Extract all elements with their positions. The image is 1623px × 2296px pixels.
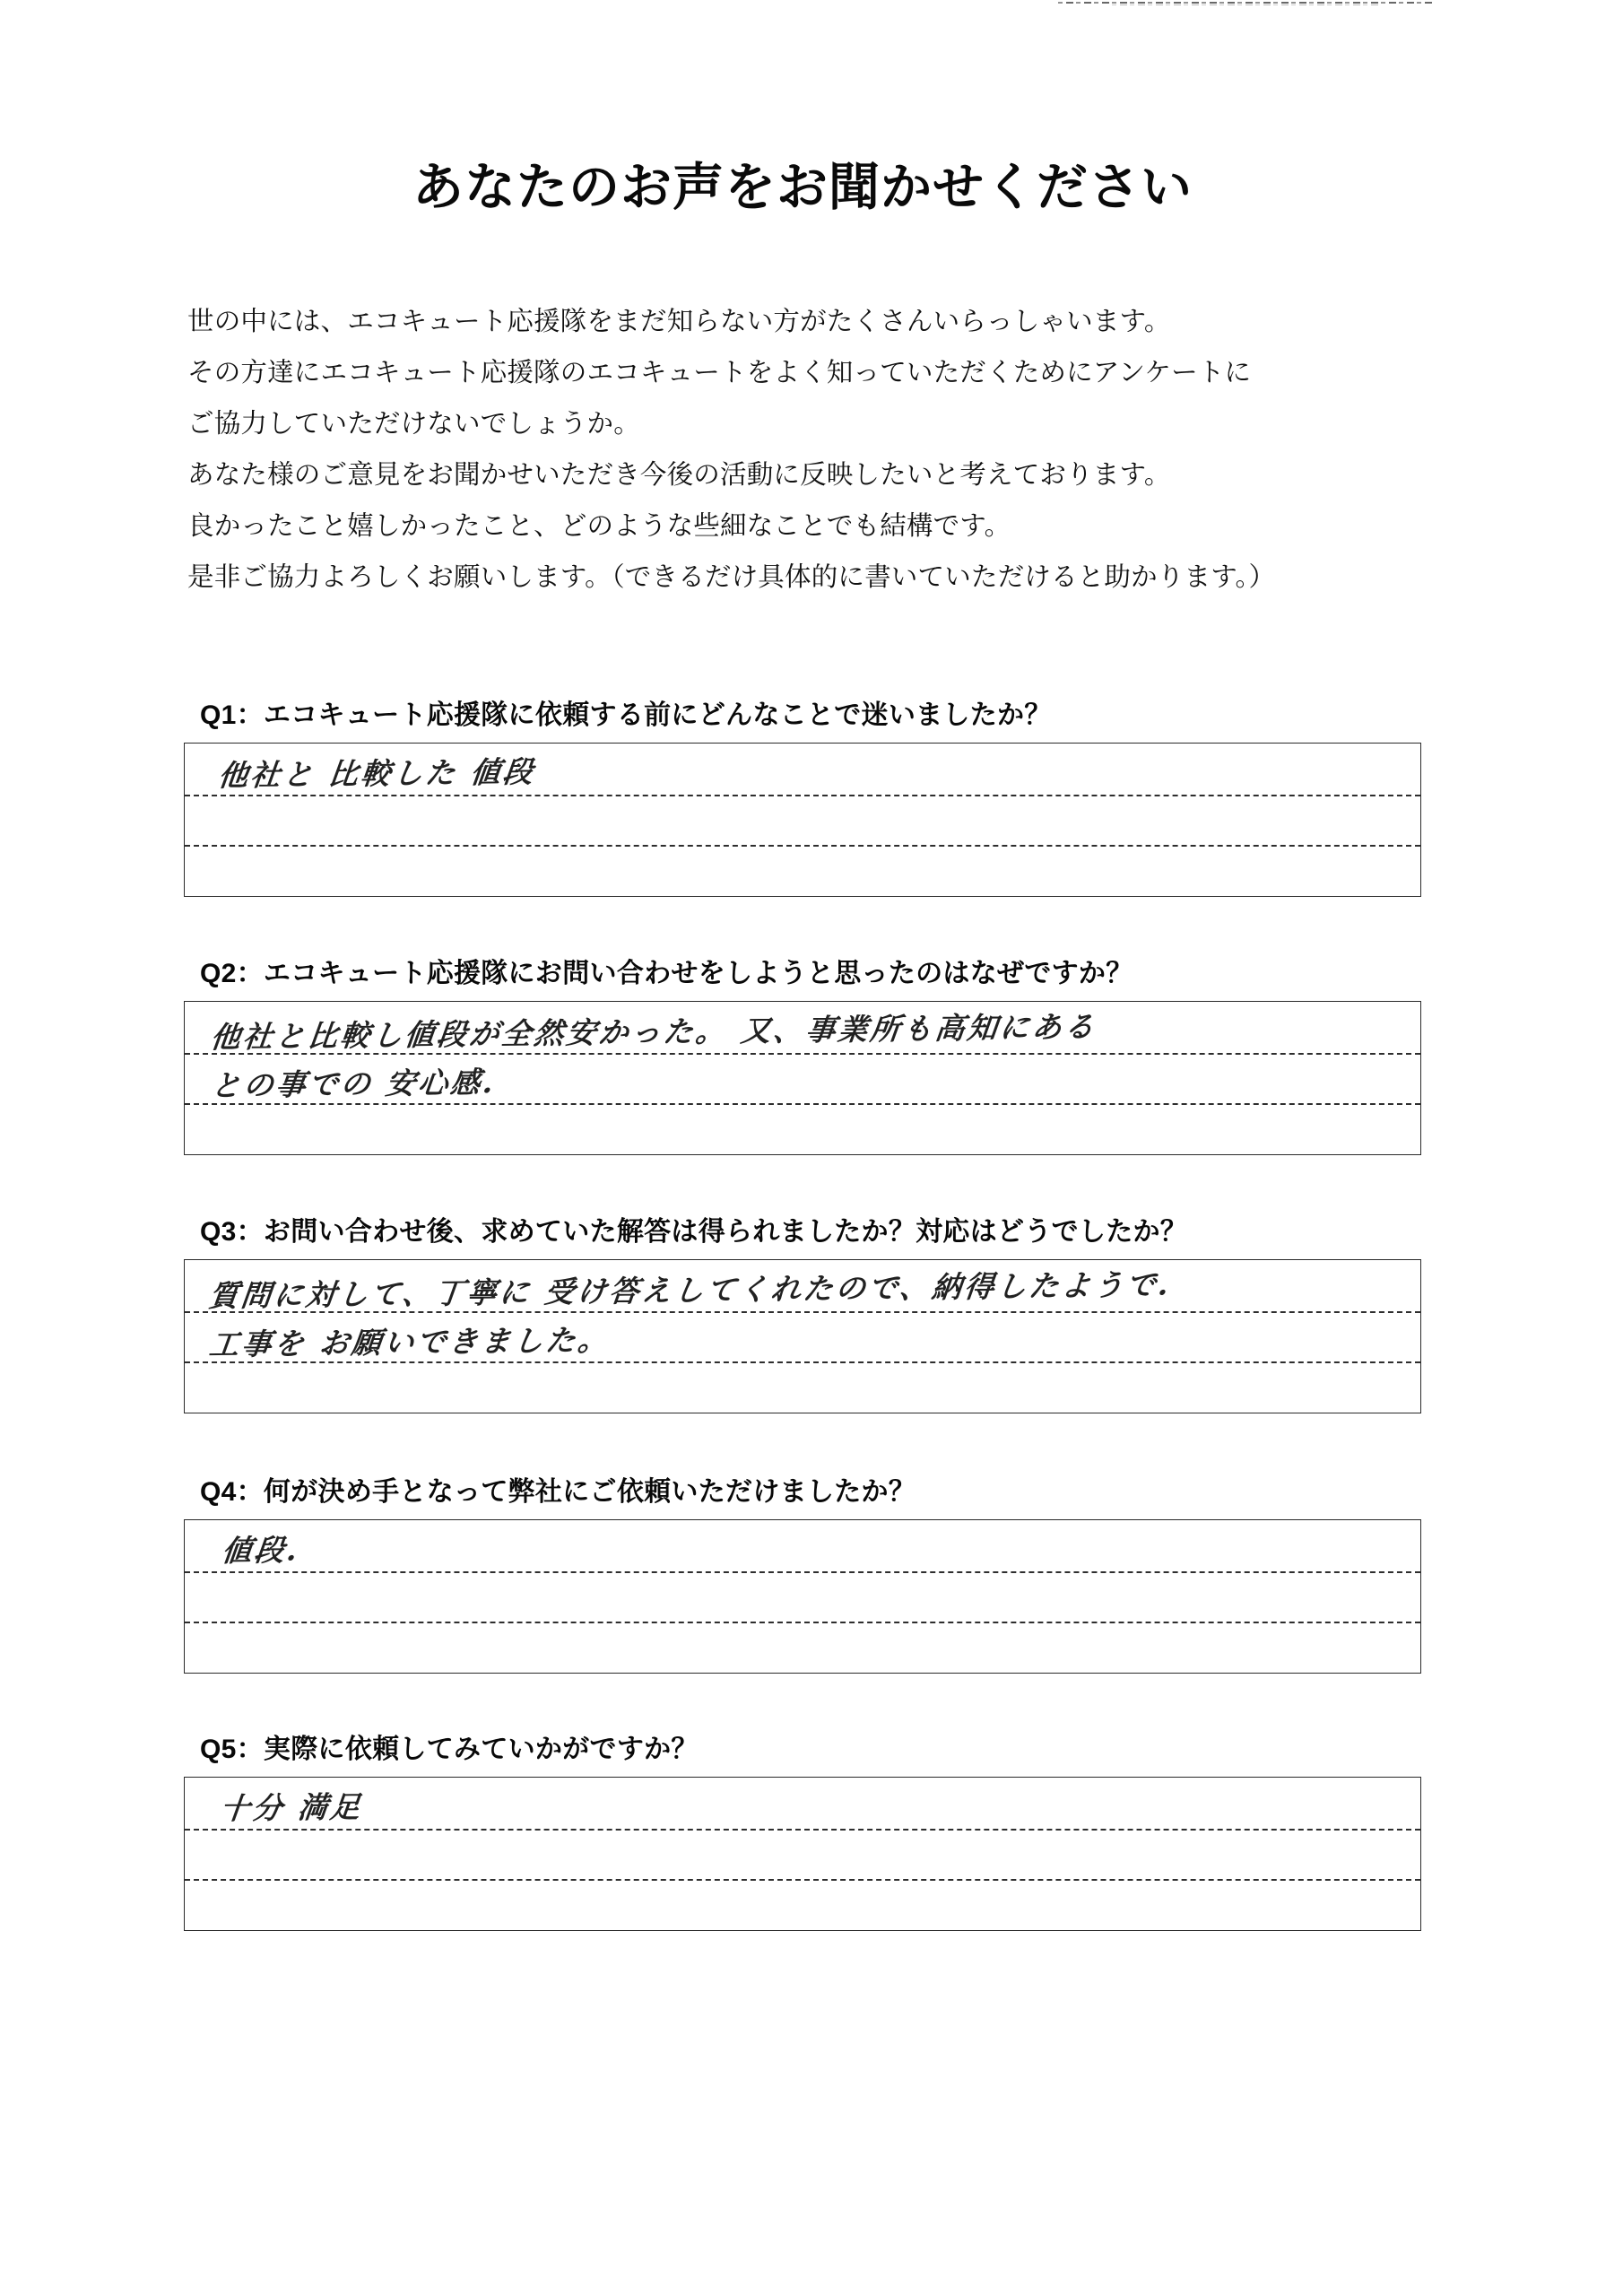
handwriting-layer-q2 bbox=[185, 1002, 1420, 1154]
question-block-q4 bbox=[184, 1469, 1421, 1674]
scan-edge-artifact-secondary bbox=[1112, 4, 1381, 5]
answer-rule-line bbox=[185, 1829, 1420, 1831]
question-label-q4: Q4：何が決め手となって弊社にご依頼いただけましたか？ bbox=[200, 1477, 916, 1507]
question-label-q3: Q3：お問い合わせ後、求めていた解答は得られましたか？対応はどうでしたか？ bbox=[200, 1217, 1188, 1247]
handwritten-answer-line: 工事を お願いできました。 bbox=[207, 1322, 612, 1362]
answer-rule-line bbox=[185, 1103, 1420, 1105]
intro-paragraph bbox=[187, 296, 1434, 603]
page-title: あなたのお声をお聞かせください bbox=[412, 159, 1193, 216]
answer-rule-line bbox=[185, 1622, 1420, 1623]
intro-line: あなた様のご意見をお聞かせいただき今後の活動に反映したいと考えております。 bbox=[187, 460, 1171, 490]
handwritten-answer-line: 他社と比較し値段が全然安かった。 又、事業所も高知にある bbox=[208, 1008, 1099, 1056]
intro-line: 世の中には、エコキュート応援隊をまだ知らない方がたくさんいらっしゃいます。 bbox=[187, 307, 1171, 336]
answer-box-q2[interactable] bbox=[184, 1001, 1421, 1155]
handwriting-layer-q5 bbox=[185, 1778, 1420, 1930]
question-label-q2: Q2：エコキュート応援隊にお問い合わせをしようと思ったのはなぜですか？ bbox=[200, 959, 1133, 988]
question-label-q1: Q1：エコキュート応援隊に依頼する前にどんなことで迷いましたか？ bbox=[200, 700, 1052, 730]
intro-line: その方達にエコキュート応援隊のエコキュートをよく知っていただくためにアンケートに bbox=[187, 358, 1252, 387]
answer-box-q5[interactable] bbox=[184, 1777, 1421, 1931]
answer-rule-line bbox=[185, 1311, 1420, 1313]
question-block-q5 bbox=[184, 1726, 1421, 1931]
question-block-q2 bbox=[184, 951, 1421, 1155]
answer-box-q1[interactable] bbox=[184, 743, 1421, 897]
answer-rule-line bbox=[185, 1361, 1420, 1363]
answer-rule-line bbox=[185, 1053, 1420, 1055]
handwriting-layer-q1 bbox=[185, 744, 1420, 896]
answer-box-q3[interactable] bbox=[184, 1259, 1421, 1413]
handwritten-answer-line: 値段. bbox=[220, 1532, 302, 1569]
question-block-q1 bbox=[184, 692, 1421, 897]
intro-line: 良かったこと嬉しかったこと、どのような些細なことでも結構です。 bbox=[187, 511, 1011, 541]
handwritten-answer-line: との事での 安心感. bbox=[209, 1065, 499, 1103]
handwritten-answer-line: 他社と 比較した 値段 bbox=[216, 753, 538, 794]
answer-rule-line bbox=[185, 1571, 1420, 1573]
handwriting-layer-q3 bbox=[185, 1260, 1420, 1413]
handwritten-answer-line: 質問に対して、丁寧に 受け答えしてくれたので、納得したようで. bbox=[206, 1266, 1174, 1314]
handwriting-layer-q4 bbox=[185, 1520, 1420, 1673]
intro-line: ご協力していただけないでしょうか。 bbox=[187, 409, 640, 439]
answer-box-q4[interactable] bbox=[184, 1519, 1421, 1674]
question-block-q3 bbox=[184, 1209, 1421, 1413]
answer-rule-line bbox=[185, 795, 1420, 796]
question-label-q5: Q5：実際に依頼してみていかがですか？ bbox=[200, 1735, 699, 1764]
answer-rule-line bbox=[185, 845, 1420, 847]
intro-line: 是非ご協力よろしくお願いします。（できるだけ具体的に書いていただけると助かります。） bbox=[187, 562, 1276, 592]
handwritten-answer-line: 十分 満足 bbox=[218, 1789, 365, 1826]
scan-edge-artifact bbox=[1058, 2, 1435, 4]
answer-rule-line bbox=[185, 1879, 1420, 1881]
